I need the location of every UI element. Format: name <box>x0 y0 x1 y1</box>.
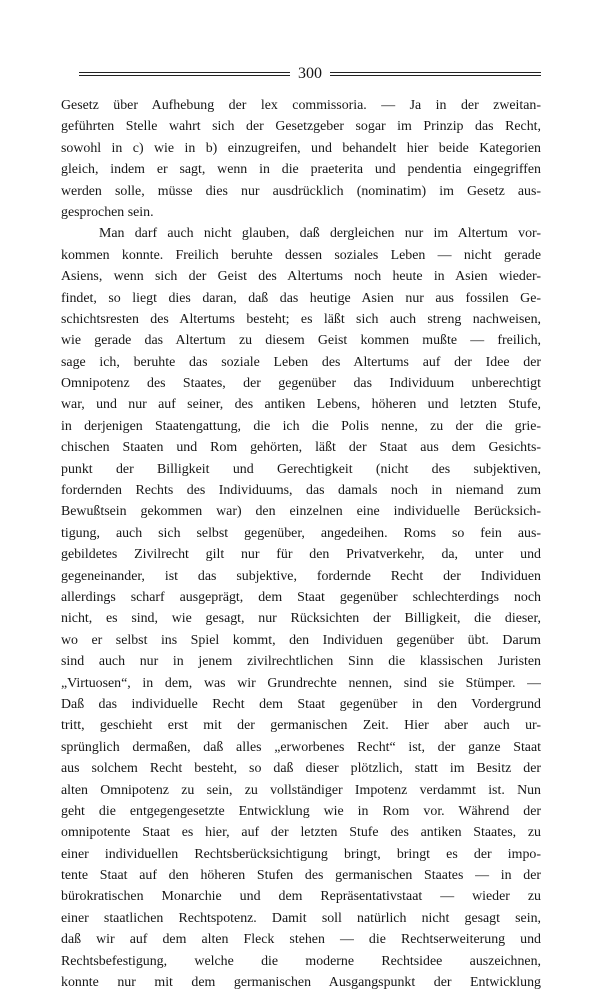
page-number: 300 <box>298 65 322 82</box>
text-line: einer individuellen Rechtsberücksichtigung bringt, bringt es der impo- <box>61 846 541 862</box>
header-rule-right <box>330 72 541 76</box>
text-line: Bewußtsein gekommen war) den einzelnen eine individuelle Berücksich- <box>61 504 541 520</box>
text-line: sprünglich dermaßen, daß alles „erworbenes Recht“ ist, der ganze Staat <box>61 739 541 755</box>
text-line: sage ich, beruhte das soziale Leben des Altertums auf der Idee der <box>61 354 541 370</box>
text-line: chischen Staaten und Rom gehörten, läßt der Staat aus dem Gesichts- <box>61 440 541 456</box>
text-line: tigung, auch sich selbst gegenüber, angedeihen. Roms so fein aus- <box>61 525 541 541</box>
text-line: findet, so liegt dies daran, daß das heutige Asien nur aus fossilen Ge- <box>61 290 541 306</box>
text-line: wie gerade das Altertum zu diesem Geist kommen mußte — freilich, <box>61 333 541 349</box>
text-line: gleich, indem er sagt, wenn in die praeterita und pendentia eingegriffen <box>61 162 541 178</box>
text-line: konnte nur mit dem germanischen Ausgangspunkt der Entwicklung <box>61 975 541 991</box>
text-line: bürokratischen Monarchie und dem Repräsentativstaat — wieder zu <box>61 889 541 905</box>
text-line: fordernden Rechts des Individuums, das damals noch in niemand zum <box>61 483 541 499</box>
text-line: werden solle, müsse dies nur ausdrücklich (nominatim) im Gesetz aus- <box>61 183 541 199</box>
text-line: wo er selbst ins Spiel kommt, den Individuen gegenüber übt. Darum <box>61 632 541 648</box>
text-line: geht die entgegengesetzte Entwicklung wie in Rom vor. Während der <box>61 803 541 819</box>
text-line: Rechtsbefestigung, welche die moderne Rechtsidee auszeichnen, <box>61 953 541 969</box>
text-line: Gesetz über Aufhebung der lex commissoria. — Ja in der zweitan- <box>61 98 541 113</box>
text-line: einer staatlichen Rechtspotenz. Damit soll natürlich nicht gesagt sein, <box>61 910 541 926</box>
text-line: „Virtuosen“, in dem, was wir Grundrechte nennen, sind sie Stümper. — <box>61 675 541 691</box>
text-line: sowohl in c) wie in b) einzugreifen, und behandelt hier beide Kategorien <box>61 140 541 156</box>
text-line: gebildetes Zivilrecht gilt nur für den Privatverkehr, da, unter und <box>61 547 541 563</box>
text-line: Daß das individuelle Recht dem Staat gegenüber in den Vordergrund <box>61 696 541 712</box>
text-line: aus solchem Recht besteht, so daß dieser plötzlich, statt im Besitz der <box>61 761 541 777</box>
text-line: omnipotente Staat es hier, auf der letzten Stufe des antiken Staates, zu <box>61 825 541 841</box>
text-line: tente Staat auf den höheren Stufen des germanischen Staates — in der <box>61 868 541 884</box>
text-line: kommen konnte. Freilich beruhte dessen soziales Leben — nicht gerade <box>61 247 541 263</box>
text-line: daß wir auf dem alten Fleck stehen — die Rechtserweiterung und <box>61 932 541 948</box>
header-rule-left <box>79 72 290 76</box>
page-header <box>79 63 541 85</box>
text-line: in derjenigen Staatengattung, die ich die Polis nenne, zu der die grie- <box>61 418 541 434</box>
text-line: tritt, geschieht erst mit der germanischen Zeit. Hier aber auch ur- <box>61 718 541 734</box>
body-text <box>61 95 541 993</box>
text-line: alten Omnipotenz zu sein, zu vollständiger Impotenz verdammt ist. Nun <box>61 782 541 798</box>
text-line: allerdings scharf ausgeprägt, dem Staat gegenüber schlechterdings noch <box>61 589 541 605</box>
text-line: Omnipotenz des Staates, der gegenüber das Individuum unberechtigt <box>61 376 541 392</box>
text-line: Man darf auch nicht glauben, daß dergleichen nur im Altertum vor- <box>99 226 541 242</box>
text-line: punkt der Billigkeit und Gerechtigkeit (nicht des subjektiven, <box>61 461 541 477</box>
text-line: war, und nur auf seiner, des antiken Lebens, höheren und letzten Stufe, <box>61 397 541 413</box>
text-line: schichtsresten des Altertums besteht; es läßt sich auch streng nachweisen, <box>61 311 541 327</box>
text-line: geführten Stelle wahrt sich der Gesetzgeber sogar im Prinzip das Recht, <box>61 119 541 135</box>
text-line: Asiens, wenn sich der Geist des Altertums noch heute in Asien wieder- <box>61 269 541 285</box>
text-line: nicht, es sind, wie gesagt, nur Rücksichten der Billigkeit, die dieser, <box>61 611 541 627</box>
text-line: gesprochen sein. <box>61 204 154 220</box>
text-line: sind auch nur in jenem zivilrechtlichen Sinn die klassischen Juristen <box>61 654 541 670</box>
text-line: gegeneinander, ist das subjektive, fordernde Recht der Individuen <box>61 568 541 584</box>
